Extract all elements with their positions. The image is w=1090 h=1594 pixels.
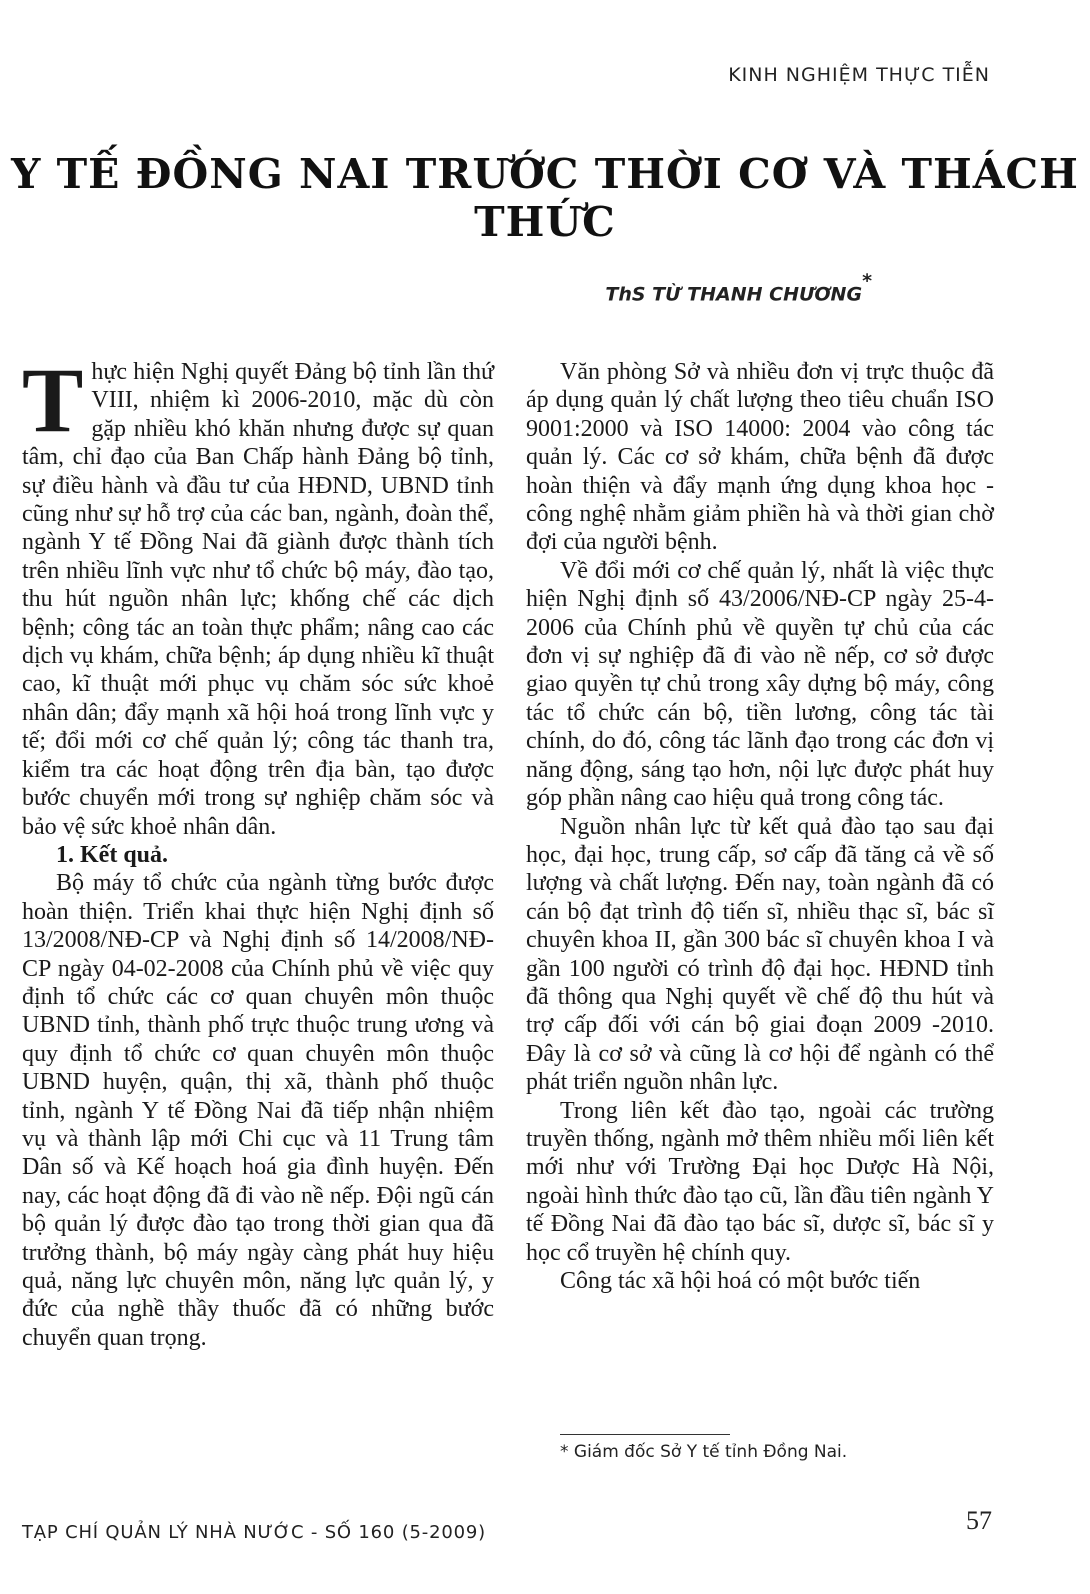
- intro-paragraph: [22, 349, 494, 841]
- intro-text: hực hiện Nghị quyết Đảng bộ tỉnh lần thứ VIII, nhiệm kì 2006-2010, mặc dù còn gặp nhiều khó khăn nhưng được sự quan tâm, chỉ đạo của Ban Chấp hành Đảng bộ tỉnh, sự điều hành và đầu tư của HĐND, UBND tỉnh cũng như sự hỗ trợ của các ban, ngành, đoàn thể, ngành Y tế Đồng Nai đã giành được thành tích trên nhiều lĩnh vực như tổ chức bộ máy, đào tạo, thu hút nguồn nhân lực; khống chế các dịch bệnh; công tác an toàn thực phẩm; nâng cao các dịch vụ khám, chữa bệnh; áp dụng nhiều kĩ thuật cao, kĩ thuật mới phục vụ chăm sóc sức khoẻ nhân dân; đẩy mạnh xã hội hoá trong lĩnh vực y tế; đổi mới cơ chế quản lý; công tác thanh tra, kiểm tra các hoạt động trên địa bàn, tạo được bước chuyển mới trong sự nghiệp chăm sóc và bảo vệ sức khoẻ nhân dân.: [22, 359, 494, 840]
- author-byline: [605, 270, 872, 306]
- footnote-divider: [560, 1434, 730, 1435]
- section-heading: 1. Kết quả.: [56, 841, 169, 868]
- author-name: ThS TỪ THANH CHƯƠNG: [605, 283, 863, 306]
- page-number: 57: [966, 1506, 992, 1535]
- right-column: [526, 358, 994, 1295]
- body-paragraph: Văn phòng Sở và nhiều đơn vị trực thuộc đã áp dụng quản lý chất lượng theo tiêu chuẩn ISO 9001:2000 và ISO 14000: 2004 vào công tác quản lý. Các cơ sở khám, chữa bệnh đã được hoàn thiện và đẩy mạnh ứng dụng khoa học - công nghệ nhằm giảm phiền hà và thời gian chờ đợi của người bệnh.: [526, 359, 994, 556]
- drop-cap: T: [22, 349, 84, 451]
- article-title: Y TẾ ĐỒNG NAI TRƯỚC THỜI CƠ VÀ THÁCH THỨC: [11, 150, 1079, 246]
- journal-footer: TẠP CHÍ QUẢN LÝ NHÀ NƯỚC - SỐ 160 (5-2009): [22, 1522, 486, 1543]
- section-label: KINH NGHIỆM THỰC TIỄN: [728, 64, 990, 86]
- body-paragraph: Về đổi mới cơ chế quản lý, nhất là việc thực hiện Nghị định số 43/2006/NĐ-CP ngày 25-4-2006 của Chính phủ về quyền tự chủ của các đơn vị sự nghiệp đã đi vào nề nếp, cơ sở được giao quyền tự chủ trong xây dựng bộ máy, công tác tổ chức cán bộ, tiền lương, công tác tài chính, do đó, công tác lãnh đạo trong các đơn vị năng động, sáng tạo hơn, nội lực được phát huy góp phần nâng cao hiệu quả trong công tác.: [526, 557, 994, 812]
- body-paragraph: Bộ máy tổ chức của ngành từng bước được hoàn thiện. Triển khai thực hiện Nghị định số 13/2008/NĐ-CP và Nghị định số 14/2008/NĐ-CP ngày 04-02-2008 của Chính phủ về việc quy định tổ chức các cơ quan chuyên môn thuộc UBND tỉnh, thành phố trực thuộc trung ương và quy định tổ chức cơ quan chuyên môn thuộc UBND huyện, quận, thị xã, thành phố thuộc tỉnh, ngành Y tế Đồng Nai đã tiếp nhận nhiệm vụ và thành lập mới Chi cục và 11 Trung tâm Dân số và Kế hoạch hoá gia đình huyện. Đến nay, các hoạt động đã đi vào nề nếp. Đội ngũ cán bộ quản lý được đào tạo trong thời gian qua đã trưởng thành, bộ máy ngày càng phát huy hiệu quả, năng lực chuyên môn, năng lực quản lý, y đức của nghề thầy thuốc đã có những bước chuyển quan trọng.: [22, 870, 494, 1351]
- body-paragraph: Nguồn nhân lực từ kết quả đào tạo sau đại học, đại học, trung cấp, sơ cấp đã tăng cả về số lượng và chất lượng. Đến nay, toàn ngành đã có cán bộ đạt trình độ tiến sĩ, nhiều thạc sĩ, bác sĩ chuyên khoa II, gần 300 bác sĩ chuyên khoa I và gần 100 người có trình độ đại học. HĐND tỉnh đã thông qua Nghị quyết về chế độ thu hút và trợ cấp đối với cán bộ giai đoạn 2009 -2010. Đây là cơ sở và cũng là cơ hội để ngành có thể phát triển nguồn nhân lực.: [526, 813, 994, 1096]
- left-column: [22, 349, 494, 1352]
- footnote: * Giám đốc Sở Y tế tỉnh Đồng Nai.: [560, 1442, 848, 1462]
- author-footnote-mark: *: [862, 270, 872, 292]
- body-paragraph: Trong liên kết đào tạo, ngoài các trường truyền thống, ngành mở thêm nhiều mối liên kết mới như với Trường Đại học Dược Hà Nội, ngoài hình thức đào tạo cũ, lần đầu tiên ngành Y tế Đồng Nai đã đào tạo bác sĩ, dược sĩ, bác sĩ y học cổ truyền hệ chính quy.: [526, 1097, 994, 1266]
- body-paragraph: Công tác xã hội hoá có một bước tiến: [560, 1268, 921, 1294]
